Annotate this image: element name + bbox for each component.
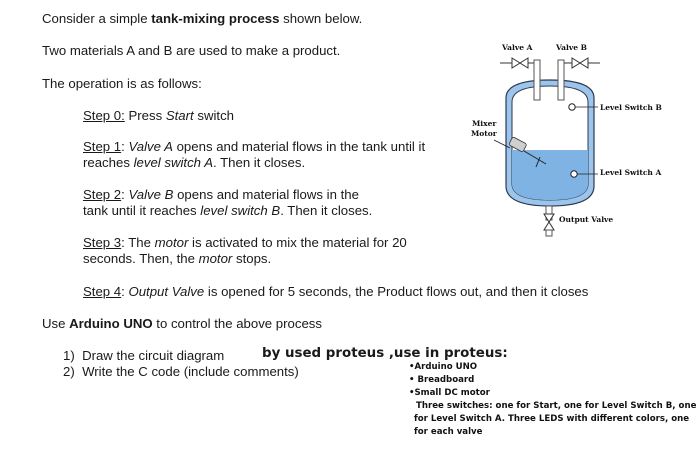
output-valve-icon xyxy=(544,214,554,230)
step-4-text: is opened for 5 seconds, the Product flows out, and then it closes xyxy=(204,284,589,299)
task-2 xyxy=(63,364,299,380)
step-0-pre: Press xyxy=(124,108,166,123)
arduino-post: to control the above process xyxy=(152,316,322,331)
note-switches-3: for each valve xyxy=(414,427,483,437)
step-3-text: stops. xyxy=(232,251,272,266)
step-3-line-1 xyxy=(83,235,407,251)
intro-bold: tank-mixing process xyxy=(151,11,280,26)
step-3-motor: motor xyxy=(154,235,189,250)
intro-post: shown below. xyxy=(279,11,363,26)
task-1 xyxy=(63,348,224,364)
step-1-text: : xyxy=(121,139,129,154)
output-valve-label: Output Valve xyxy=(559,215,614,224)
note-switches-1: Three switches: one for Start, one for Level Switch B, one xyxy=(416,401,697,411)
task-1-number: 1) xyxy=(63,348,75,363)
step-2-valve-b: Valve B xyxy=(128,187,174,202)
step-1-level-switch-a: level switch A xyxy=(133,155,213,170)
step-2-line-2 xyxy=(83,203,372,219)
note-switches-2: for Level Switch A. Three LEDS with different colors, one xyxy=(414,414,690,424)
note-motor: •Small DC motor xyxy=(409,388,490,398)
step-4-line-1 xyxy=(83,284,588,300)
valve-a-icon xyxy=(500,58,534,68)
valve-b-label: Valve B xyxy=(556,43,587,52)
level-switch-b-icon xyxy=(569,104,575,110)
step-1-text: . Then it closes. xyxy=(213,155,306,170)
level-switch-b-label: Level Switch B xyxy=(600,103,662,112)
step-2-text: : xyxy=(121,187,129,202)
step-4-label: Step 4 xyxy=(83,284,122,299)
step-1-line-2 xyxy=(83,155,305,171)
arduino-pre: Use xyxy=(42,316,70,331)
arduino-line xyxy=(42,316,322,332)
arduino-uno: Arduino UNO xyxy=(69,316,153,331)
motor-label: Motor xyxy=(471,129,497,138)
step-3-line-2 xyxy=(83,251,271,267)
step-3-motor: motor xyxy=(198,251,233,266)
level-switch-a-label: Level Switch A xyxy=(600,168,662,177)
step-2-level-switch-b: level switch B xyxy=(200,203,281,218)
task-1-extra: by used proteus ,use in proteus: xyxy=(262,346,508,361)
level-switch-a-icon xyxy=(571,171,577,177)
note-arduino: •Arduino UNO xyxy=(409,362,478,372)
step-2-label: Step 2 xyxy=(83,187,122,202)
pipe-a-inner xyxy=(534,60,540,100)
mixer-label: Mixer xyxy=(472,119,497,128)
intro-pre: Consider a simple xyxy=(42,11,152,26)
tank-diagram xyxy=(460,36,696,246)
step-2-text: . Then it closes. xyxy=(280,203,373,218)
step-4-output-valve: Output Valve xyxy=(128,284,205,299)
pipe-b-inner xyxy=(558,60,564,100)
step-2-text: tank until it reaches xyxy=(83,203,201,218)
step-0 xyxy=(83,108,234,124)
step-0-post: switch xyxy=(193,108,235,123)
step-1-line-1 xyxy=(83,139,425,155)
materials-line: Two materials A and B are used to make a product. xyxy=(42,43,341,58)
note-breadboard: • Breadboard xyxy=(409,375,475,385)
valve-a-label: Valve A xyxy=(502,43,533,52)
step-0-start: Start xyxy=(165,108,194,123)
step-3-text: is activated to mix the material for 20 xyxy=(188,235,407,250)
step-1-label: Step 1 xyxy=(83,139,122,154)
step-3-text: : The xyxy=(121,235,155,250)
step-3-label: Step 3 xyxy=(83,235,122,250)
step-0-label: Step 0: xyxy=(83,108,125,123)
step-1-text: reaches xyxy=(83,155,134,170)
intro-line xyxy=(42,11,362,27)
step-4-text: : xyxy=(121,284,129,299)
output-pipe-end xyxy=(546,230,552,236)
valve-b-icon xyxy=(564,58,600,68)
step-2-text: opens and material flows in the xyxy=(173,187,359,202)
step-2-line-1 xyxy=(83,187,359,203)
operation-line: The operation is as follows: xyxy=(42,76,202,91)
step-3-text: seconds. Then, the xyxy=(83,251,199,266)
task-2-number: 2) xyxy=(63,364,75,379)
step-1-valve-a: Valve A xyxy=(128,139,173,154)
step-1-text: opens and material flows in the tank until it xyxy=(172,139,426,154)
task-1-text: Draw the circuit diagram xyxy=(82,348,225,363)
task-2-text: Write the C code (include comments) xyxy=(82,364,299,379)
